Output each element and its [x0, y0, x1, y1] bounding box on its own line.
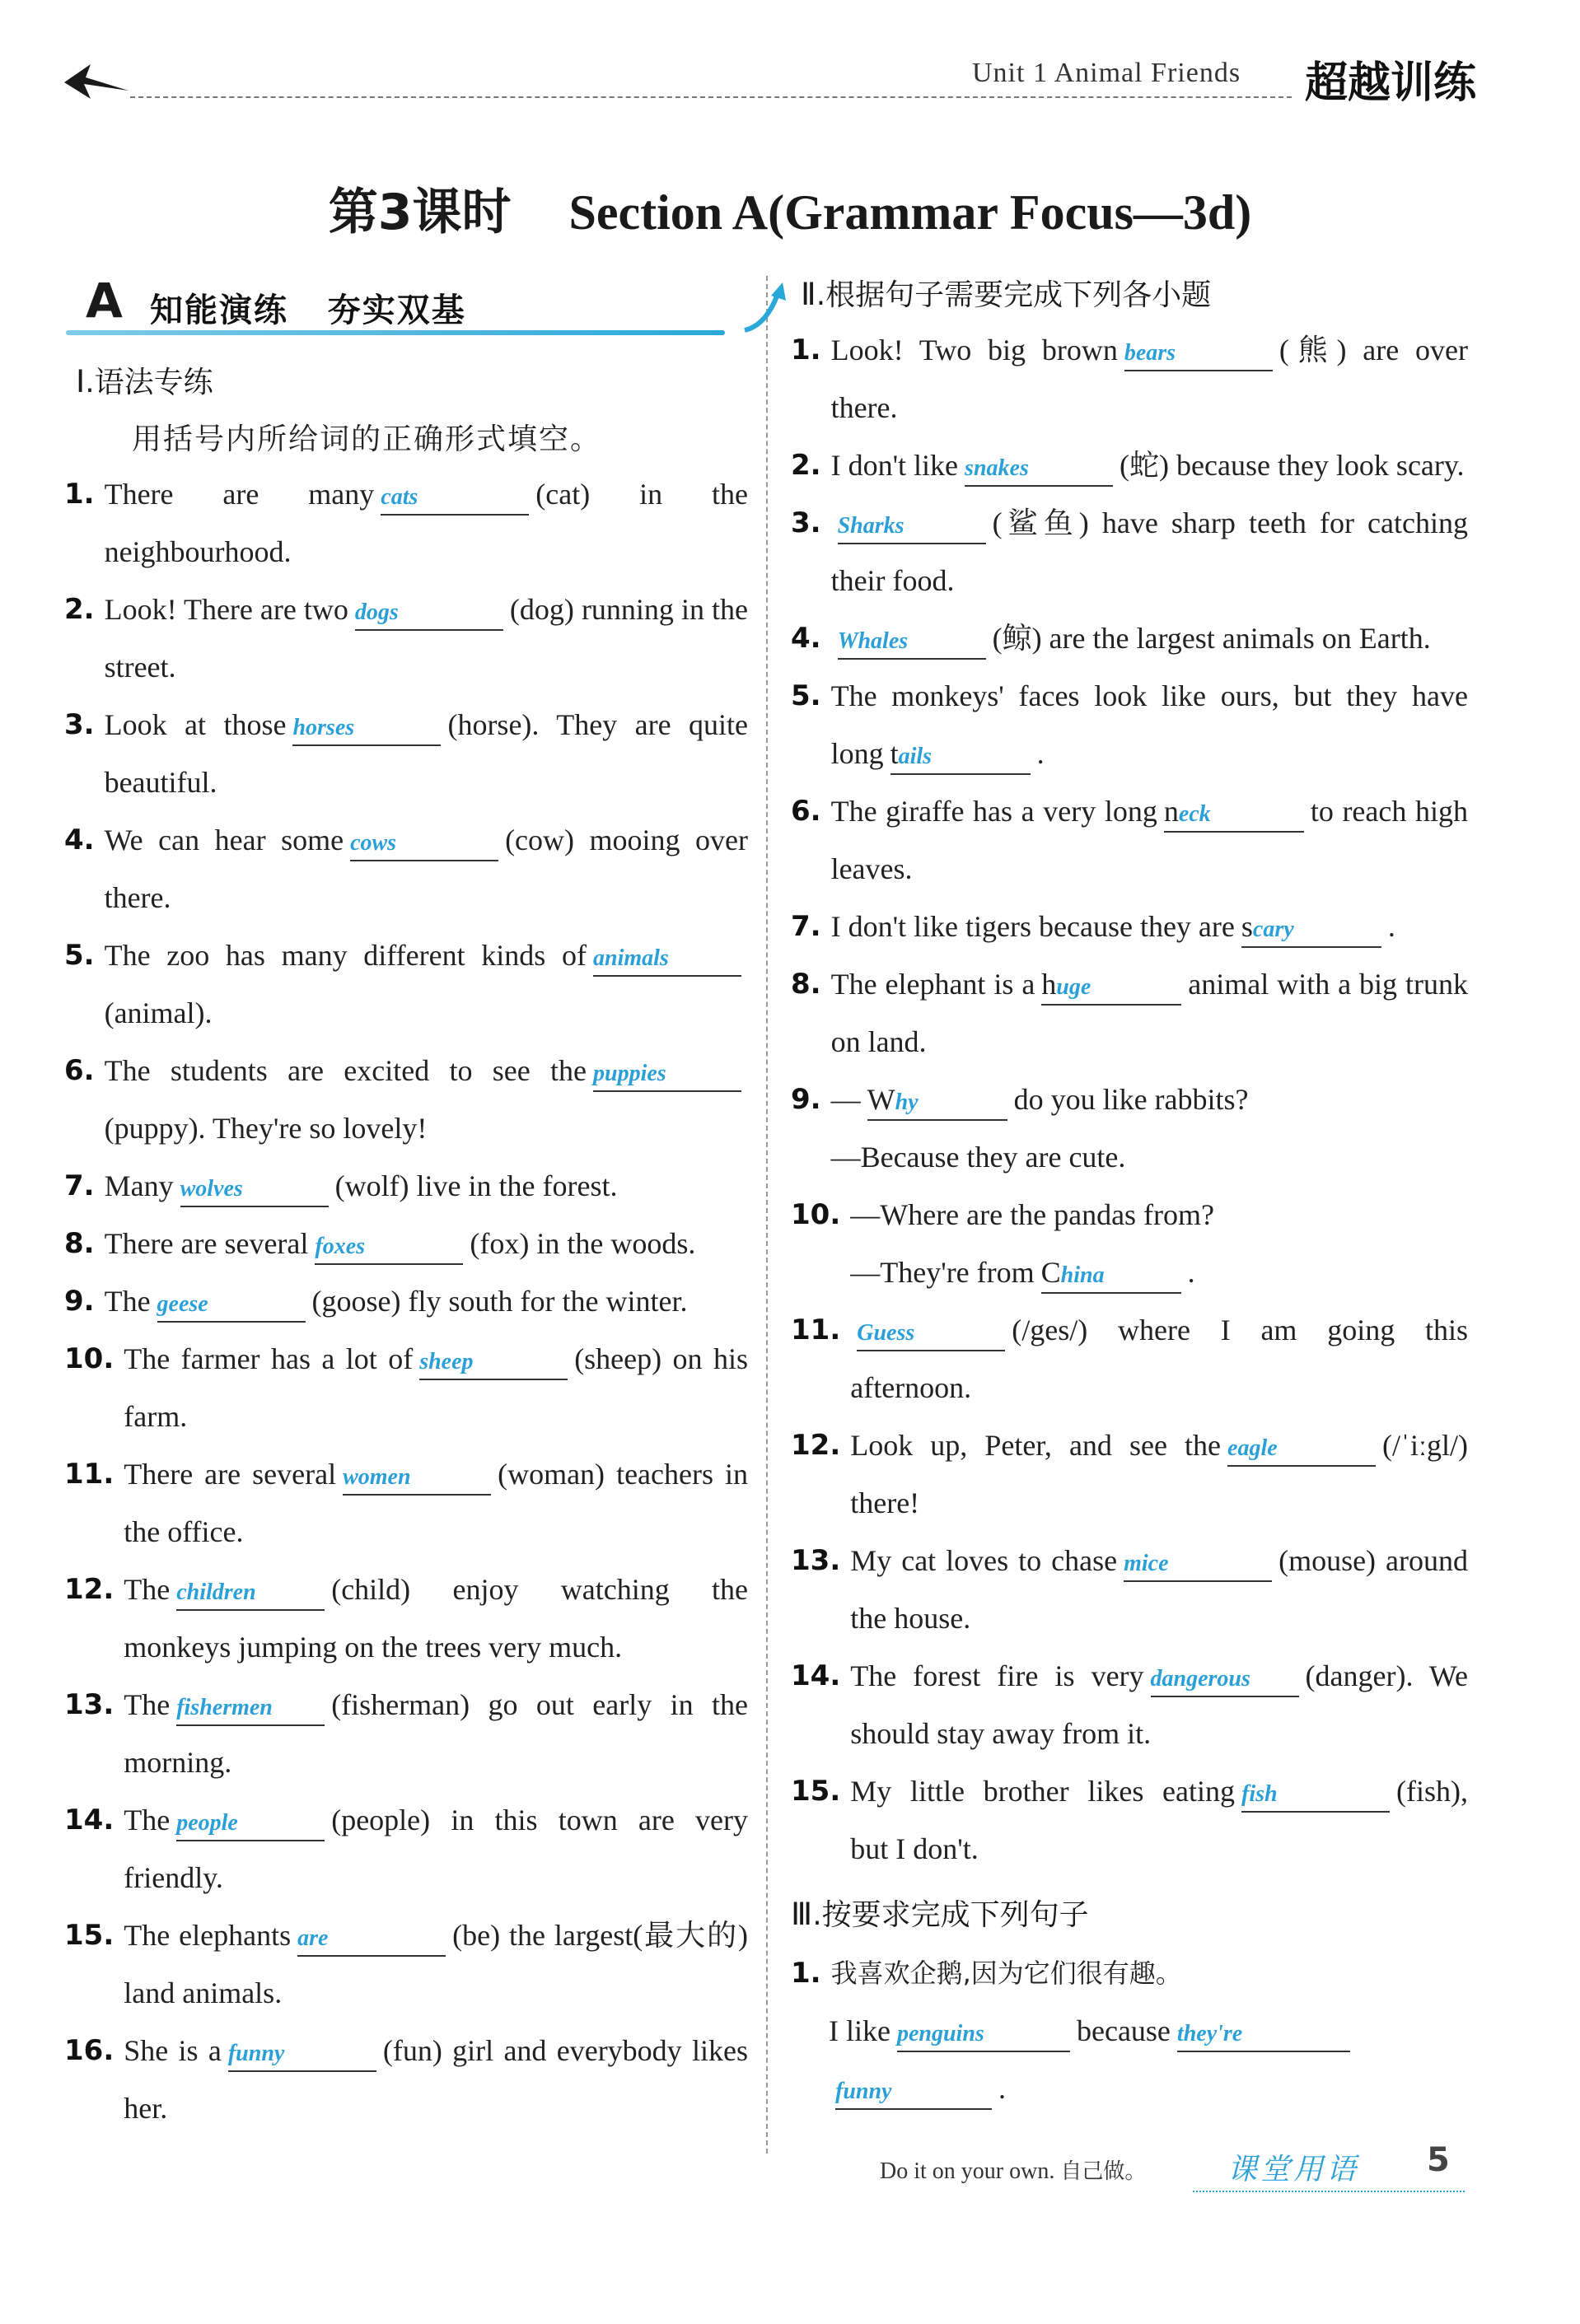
item-text: (/ges/) where I am going this afternoon.	[850, 1314, 1468, 1404]
answer-blank: dogs	[355, 596, 503, 631]
item-number: 14.	[64, 1804, 115, 1836]
answer-text: uge	[1056, 974, 1092, 1000]
list-item	[64, 1215, 748, 1272]
item-number: 6.	[791, 795, 821, 828]
item-text: The elephants	[124, 1919, 292, 1952]
list-item	[64, 1791, 748, 1906]
answer-blank: mice	[1124, 1547, 1272, 1582]
answer-blank: foxes	[315, 1230, 463, 1265]
answer-blank	[1164, 795, 1304, 833]
part1-instruction: 用括号内所给词的正确形式填空。	[132, 422, 602, 456]
item-text: (puppy). They're so lovely!	[104, 1112, 428, 1145]
given-letter: n	[1163, 795, 1179, 828]
item-text: (fox) in the woods.	[470, 1227, 696, 1260]
answer-blank: cows	[350, 827, 498, 861]
part3-heading-wrap	[791, 1886, 1089, 1944]
item-number: 3.	[791, 506, 821, 539]
item-number: 9.	[64, 1285, 95, 1318]
list-item	[791, 955, 1468, 1071]
item-text: I don't like tigers because they are	[830, 910, 1235, 943]
item-text: .	[998, 2072, 1006, 2105]
given-letter: C	[1040, 1256, 1061, 1289]
item-number: 1.	[64, 478, 95, 511]
part1-list	[64, 465, 748, 2137]
answer-blank: Guess	[857, 1317, 1005, 1351]
item-text: The farmer has a lot of	[124, 1342, 414, 1375]
item-text: (wolf) live in the forest.	[334, 1169, 618, 1202]
header-brand: 超越训练	[1305, 58, 1477, 108]
item-number: 16.	[64, 2034, 115, 2067]
item-number: 8.	[64, 1227, 95, 1260]
page-title	[0, 173, 1580, 244]
answer-blank	[891, 737, 1031, 775]
list-item	[64, 2022, 748, 2137]
answer-blank: funny	[835, 2075, 992, 2110]
given-letter: t	[890, 737, 899, 770]
item-text: (鲨鱼) have sharp teeth for catching their food.	[830, 506, 1468, 597]
page-number: 5	[1427, 2141, 1450, 2179]
answer-blank: horses	[292, 712, 441, 746]
answer-blank: cats	[381, 481, 529, 516]
answer-blank: snakes	[965, 452, 1113, 487]
item-text: animal with a big trunk on land.	[830, 968, 1468, 1058]
back-arrow-icon	[58, 58, 132, 107]
item-text: —They're from	[850, 1256, 1035, 1289]
item-text: to reach high leaves.	[830, 795, 1468, 885]
item-text: (/ˈiːgl/) there!	[850, 1429, 1468, 1519]
item-text: The students are excited to see the	[104, 1054, 587, 1087]
item-text: (danger). We should stay away from it.	[850, 1659, 1468, 1750]
item-text: (fish), but I don't.	[850, 1775, 1468, 1865]
answer-blank: wolves	[180, 1173, 329, 1207]
list-item	[64, 1561, 748, 1676]
part3-roman: Ⅲ	[791, 1897, 813, 1932]
part3-heading-text: .按要求完成下列句子	[812, 1898, 1089, 1932]
answer-blank	[1241, 910, 1381, 948]
answer-blank: children	[176, 1576, 325, 1611]
item-text: (蛇) because they look scary.	[1120, 449, 1465, 482]
list-item	[791, 1301, 1468, 1416]
item-number: 13.	[64, 1688, 115, 1721]
item-text: The	[124, 1573, 171, 1606]
list-item	[791, 898, 1468, 955]
item-number: 15.	[791, 1775, 841, 1808]
answer-blank: animals	[593, 942, 741, 977]
item-number: 10.	[64, 1342, 115, 1375]
item-number: 7.	[64, 1169, 95, 1202]
item-text: (be) the largest(最大的) land animals.	[124, 1919, 748, 2009]
item-text: The monkeys' faces look like ours, but they have long	[830, 679, 1468, 770]
item-text: The elephant is a	[830, 968, 1035, 1001]
item-text: —Where are the pandas from?	[850, 1198, 1215, 1231]
list-item	[64, 1906, 748, 2022]
footer-phrase	[880, 2154, 1146, 2185]
footer-brand: 课堂用语	[1227, 2153, 1360, 2186]
item-number: 12.	[64, 1573, 115, 1606]
banner-underline	[66, 330, 725, 335]
answer-text: hina	[1060, 1262, 1105, 1288]
item-number: 3.	[64, 708, 95, 741]
swoosh-arrow-icon	[741, 276, 791, 335]
item-text: Many	[104, 1169, 174, 1202]
answer-blank: dangerous	[1151, 1663, 1299, 1697]
list-item	[791, 494, 1468, 609]
item-text: (dog) running in the street.	[104, 593, 748, 684]
item-text: .	[1387, 910, 1395, 943]
item-number: 8.	[791, 968, 821, 1001]
item-number: 2.	[64, 593, 95, 626]
item-number: 11.	[64, 1458, 115, 1491]
item-text: My cat loves to chase	[850, 1544, 1118, 1577]
answer-blank: they're	[1177, 2018, 1350, 2052]
answer-blank: fish	[1241, 1778, 1390, 1813]
item-text: (鲸) are the largest animals on Earth.	[992, 622, 1431, 655]
list-item	[791, 782, 1468, 898]
item-text: My little brother likes eating	[850, 1775, 1236, 1808]
column-divider	[766, 276, 768, 2154]
item-text: I don't like	[830, 449, 959, 482]
list-item	[791, 1762, 1468, 1878]
list-item	[64, 1330, 748, 1445]
item-text: (熊) are over there.	[830, 334, 1468, 424]
answer-blank: women	[343, 1461, 491, 1496]
item-number: 1.	[791, 1957, 821, 1990]
list-item	[64, 1272, 748, 1330]
answer-blank: funny	[228, 2037, 376, 2072]
item-text: (horse). They are quite beautiful.	[104, 708, 749, 799]
item-text: Look! Two big brown	[830, 334, 1118, 366]
item-text: (mouse) around the house.	[850, 1544, 1468, 1635]
item-text: (fun) girl and everybody likes her.	[124, 2034, 748, 2125]
answer-blank	[1041, 1256, 1181, 1294]
list-item	[791, 609, 1468, 667]
list-item	[791, 321, 1468, 436]
item-text: There are many	[104, 478, 375, 511]
item-text: The forest fire is very	[850, 1659, 1144, 1692]
title-section: Section A(Grammar Focus—3d)	[568, 185, 1252, 240]
answer-text: hy	[895, 1090, 919, 1115]
item-number: 5.	[791, 679, 821, 712]
list-item	[64, 1042, 748, 1157]
item-text: (child) enjoy watching the monkeys jumping on the trees very much.	[124, 1573, 748, 1664]
answer-blank: Sharks	[838, 510, 986, 544]
item-text: (animal).	[104, 996, 213, 1029]
answer-blank: fishermen	[176, 1692, 325, 1726]
answer-text: eck	[1178, 801, 1211, 827]
item-text: The	[124, 1804, 171, 1836]
answer-blank: Whales	[838, 625, 986, 660]
answer-blank: are	[297, 1922, 446, 1957]
item-text: The	[124, 1688, 171, 1721]
answer-blank	[867, 1083, 1007, 1121]
item-text: There are several	[104, 1227, 309, 1260]
header-rule	[130, 96, 1292, 98]
item-text: The zoo has many different kinds of	[104, 939, 587, 972]
list-item	[64, 465, 748, 581]
part2-heading	[801, 272, 1211, 314]
item-number: 5.	[64, 939, 95, 972]
item-number: 7.	[791, 910, 821, 943]
footer-phrase-en: Do it on your own.	[880, 2158, 1055, 2184]
given-letter: s	[1241, 910, 1253, 943]
item-text: .	[1036, 737, 1045, 770]
item-text: do you like rabbits?	[1013, 1083, 1249, 1116]
item-text: There are several	[124, 1458, 337, 1491]
item-text: (goose) fly south for the winter.	[311, 1285, 688, 1318]
list-item	[791, 667, 1468, 782]
item-number: 9.	[791, 1083, 821, 1116]
list-item	[791, 1186, 1468, 1301]
list-item	[791, 1647, 1468, 1762]
item-number: 13.	[791, 1544, 841, 1577]
title-lesson: 第3课时	[328, 184, 512, 241]
answer-blank: bears	[1124, 337, 1273, 371]
list-item	[64, 696, 748, 811]
item-text: —Because they are cute.	[830, 1141, 1126, 1174]
item-text: —	[830, 1083, 861, 1116]
item-text: .	[1187, 1256, 1195, 1289]
item-text: Look at those	[104, 708, 287, 741]
item-number: 4.	[64, 824, 95, 856]
answer-blank: eagle	[1227, 1432, 1376, 1467]
list-item	[64, 1676, 748, 1791]
footer-phrase-cn: 自己做。	[1060, 2159, 1147, 2184]
answer-blank	[1041, 968, 1181, 1006]
answer-text: ails	[898, 744, 933, 769]
header-unit-text: Unit 1 Animal Friends	[972, 58, 1241, 88]
section-a-label: 知能演练 夯实双基	[150, 292, 466, 329]
item-text: I like	[829, 2014, 891, 2047]
item-text: (woman) teachers in the office.	[124, 1458, 748, 1548]
item-text: (sheep) on his farm.	[124, 1342, 748, 1433]
list-item	[64, 811, 748, 926]
item-number: 11.	[791, 1314, 841, 1346]
item-text: We can hear some	[104, 824, 344, 856]
item-text: She is a	[124, 2034, 222, 2067]
answer-blank: sheep	[419, 1346, 568, 1380]
item-number: 14.	[791, 1659, 841, 1692]
part1-heading	[76, 359, 213, 401]
list-item	[791, 1532, 1468, 1647]
list-item	[791, 1071, 1468, 1186]
item-number: 2.	[791, 449, 821, 482]
given-letter: W	[867, 1083, 895, 1116]
item-number: 15.	[64, 1919, 115, 1952]
given-letter: h	[1041, 968, 1057, 1001]
list-item	[791, 1416, 1468, 1532]
item-text: (cat) in the neighbourhood.	[104, 478, 748, 568]
answer-blank: geese	[157, 1288, 306, 1323]
part2-heading-text: .根据句子需要完成下列各小题	[816, 278, 1212, 312]
part1-heading-text: .语法专练	[85, 366, 213, 399]
item-text: The giraffe has a very long	[830, 795, 1157, 828]
part3-heading	[791, 1886, 1468, 1944]
part2-list	[791, 321, 1468, 2117]
item-text: Look! There are two	[104, 593, 348, 626]
part1-roman: Ⅰ	[76, 365, 86, 399]
item-chinese-prompt: 我喜欢企鹅,因为它们很有趣。	[830, 1958, 1182, 1989]
section-a-banner	[66, 273, 741, 335]
item-text: because	[1076, 2014, 1171, 2047]
list-item	[64, 581, 748, 696]
item-number: 6.	[64, 1054, 95, 1087]
item-text: Look up, Peter, and see the	[850, 1429, 1222, 1462]
list-item	[791, 436, 1468, 494]
answer-text: cary	[1252, 917, 1294, 942]
part2-roman: Ⅱ	[801, 278, 816, 312]
item-number: 12.	[791, 1429, 841, 1462]
answer-blank: penguins	[897, 2018, 1070, 2052]
section-a-letter: A	[86, 273, 123, 329]
answer-blank: people	[176, 1807, 325, 1841]
list-item	[64, 1445, 748, 1561]
footer-rule	[1193, 2191, 1465, 2192]
item-text: (people) in this town are very friendly.	[124, 1804, 748, 1894]
item-number: 1.	[791, 334, 821, 366]
item-text: The	[104, 1285, 151, 1318]
list-item	[64, 926, 748, 1042]
item-number: 10.	[791, 1198, 841, 1231]
item-number: 4.	[791, 622, 821, 655]
answer-blank: puppies	[593, 1057, 741, 1092]
list-item	[64, 1157, 748, 1215]
item-text: (fisherman) go out early in the morning.	[124, 1688, 748, 1779]
item-text: (cow) mooing over there.	[104, 824, 748, 914]
list-item	[791, 1944, 1468, 2002]
answer-line	[791, 2002, 1468, 2117]
